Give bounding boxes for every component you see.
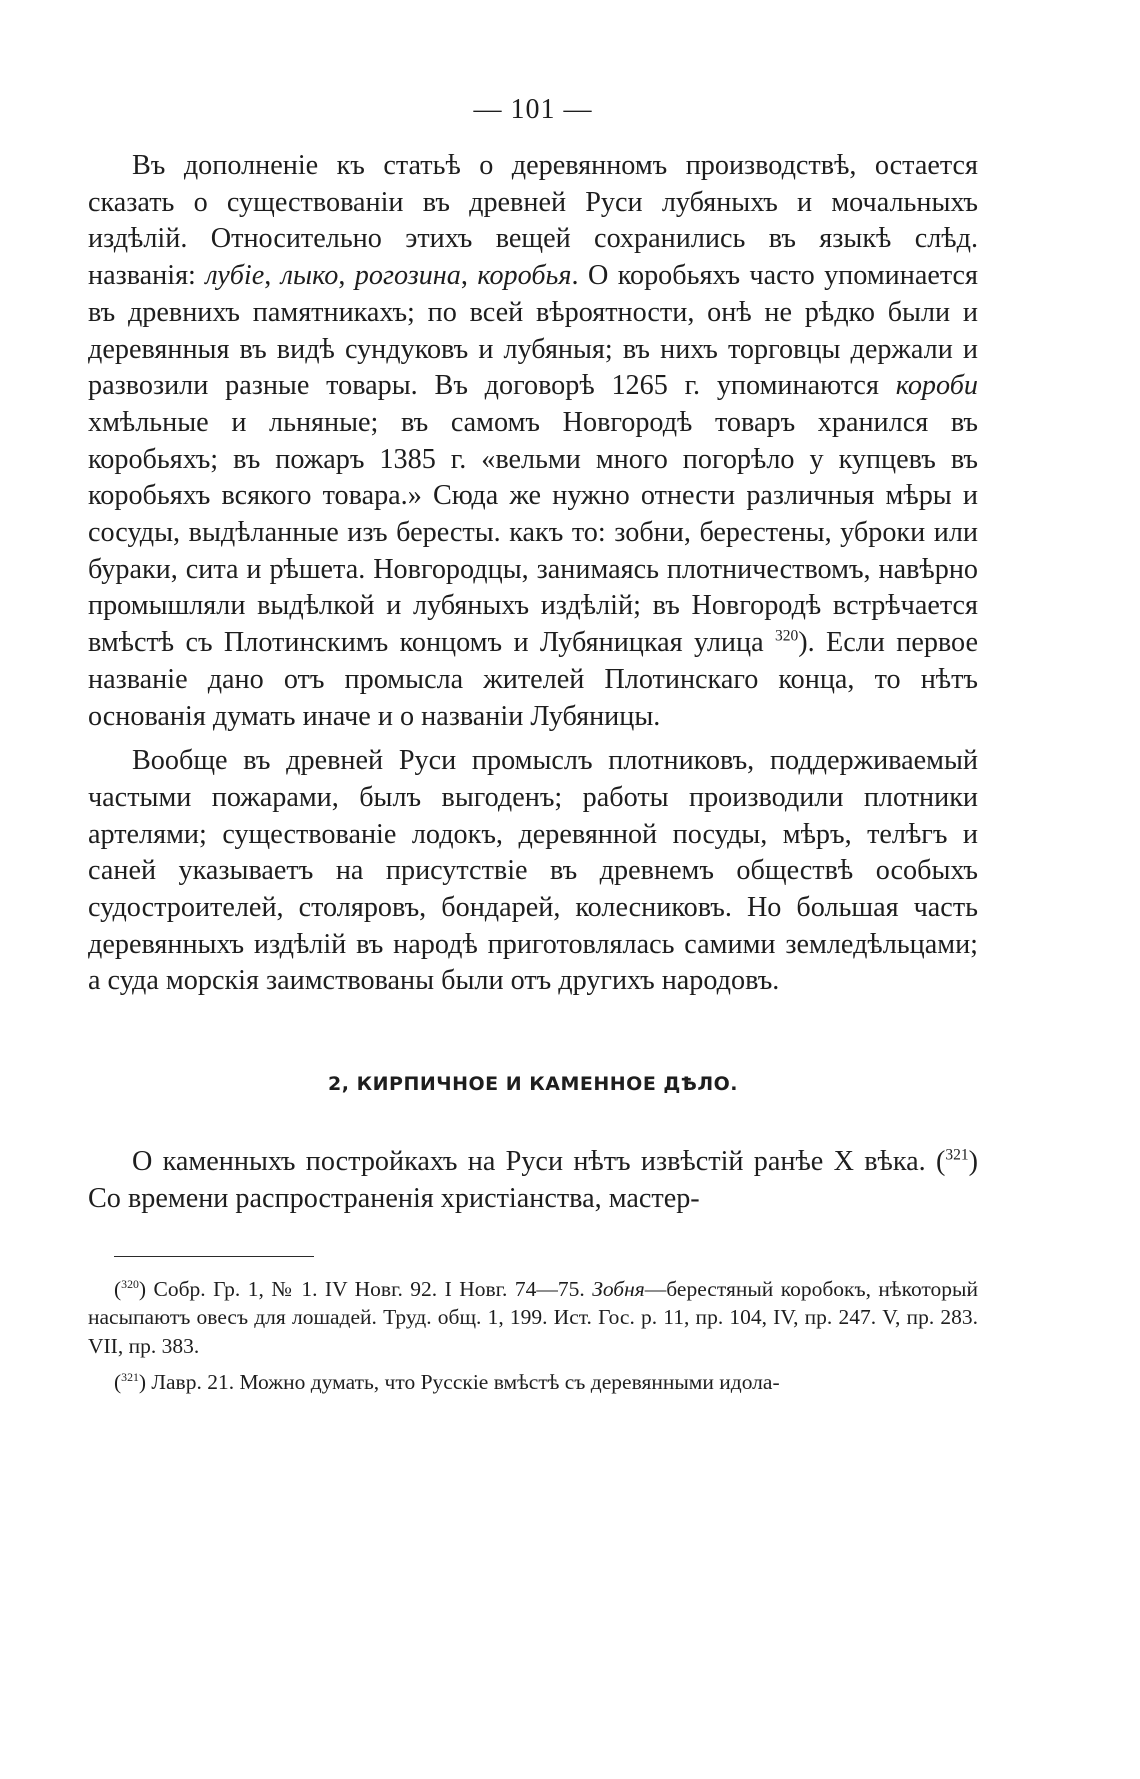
italic-term: короби (895, 370, 978, 402)
section-heading: 2, КИРПИЧНОЕ И КАМЕННОЕ ДѢЛО. (328, 1073, 738, 1096)
italic-term: рогозина (354, 260, 461, 292)
italic-term: лубіе (205, 260, 265, 292)
paragraph: Въ дополненіе къ статьѣ о деревянномъ производствѣ, остается сказать о существованіи въ древней Руси лубяныхъ и мочальныхъ издѣлій. Относительно этихъ вещей сохранились въ языкѣ слѣд. названія: лубіе, лыко, рогозина, коробья. О коробьяхъ часто упоминается въ древнихъ памятникахъ; по всей вѣроятности, онѣ не рѣдко были и деревянныя въ видѣ сундуковъ и лубяныя; въ нихъ торговцы держали и развозили разные товары. Въ договорѣ 1265 г. упоминаются короби хмѣльные и льняные; въ самомъ Новгородѣ товаръ хранился въ коробьяхъ; въ пожаръ 1385 г. «вельми много погорѣло у купцевъ въ коробьяхъ всякого товара.» Сюда же нужно отнести различныя мѣры и сосуды, выдѣланные изъ бересты. какъ то: зобни, берестены, уброки или бураки, сита и рѣшета. Новгородцы, занимаясь плотничествомъ, навѣрно промышляли выдѣлкой и лубяныхъ издѣлій; въ Новгородѣ встрѣчается вмѣстѣ съ Плотинскимъ концомъ и Лубяницкая улица $^{320}$). Если первое названіе дано отъ промысла жителей Плотинскаго конца, то нѣтъ основанія думать иначе и о названіи Лубяницы. (88, 150, 978, 732)
italic-term: коробья (477, 260, 572, 292)
footnotes (88, 1275, 978, 1397)
italic-term: лыко (280, 260, 339, 292)
page-number: — 101 — (473, 94, 593, 125)
footnote-ref: 320 (774, 627, 799, 645)
footnote-ref: 321 (945, 1146, 969, 1164)
paragraph: О каменныхъ постройкахъ на Руси нѣтъ извѣстій ранѣе X вѣка. ($^{321}$) Со времени распространенія христіанства, мастер- (88, 1146, 978, 1214)
paragraph: Вообще въ древней Руси промыслъ плотниковъ, поддерживаемый частыми пожарами, былъ выгоденъ; работы производили плотники артелями; существованіе лодокъ, деревянной посуды, мѣръ, телѣгъ и саней указываетъ на присутствіе въ древнемъ обществѣ особыхъ судостроителей, столяровъ, бондарей, колесниковъ. Но большая часть деревянныхъ издѣлій въ народѣ приготовлялась самими земледѣльцами; а суда морскія заимствованы были отъ другихъ народовъ. (88, 745, 978, 997)
footnote-ref: 321 (121, 1369, 139, 1384)
footnote-divider (114, 1256, 314, 1257)
document-page (88, 92, 978, 1752)
footnote-ref: 320 (121, 1276, 139, 1291)
footnote: ($^{320}$) Собр. Гр. 1, № 1. IV Новг. 92. I Новг. 74—75. Зобня—берестяный коробокъ, нѣкоторый насыпаютъ овесъ для лошадей. Труд. общ. 1, 199. Ист. Гос. р. 11, пр. 104, IV, пр. 247. V, пр. 283. VII, пр. 383. (88, 1276, 978, 1358)
italic-term: Зобня (592, 1276, 645, 1301)
footnote: ($^{321}$) Лавр. 21. Можно думать, что Русскіе вмѣстѣ съ деревянными идола- (114, 1369, 780, 1395)
